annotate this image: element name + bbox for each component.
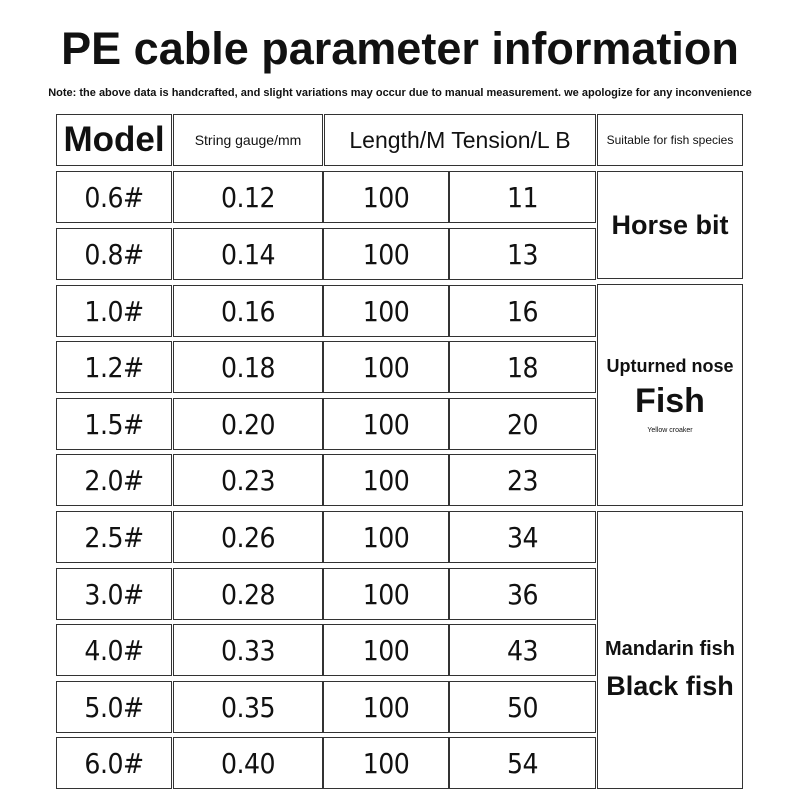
cell-length: 100: [323, 511, 449, 563]
header-model: Model: [56, 114, 172, 166]
cell-tension: 11: [449, 171, 596, 223]
cell-gauge: 0.14: [173, 228, 323, 280]
cell-gauge: 0.35: [173, 681, 323, 733]
cell-model: 0.8#: [56, 228, 172, 280]
cell-length: 100: [323, 228, 449, 280]
cell-tension: 34: [449, 511, 596, 563]
cell-model: 3.0#: [56, 568, 172, 620]
cell-gauge: 0.33: [173, 624, 323, 676]
cell-length: 100: [323, 341, 449, 393]
cell-model: 6.0#: [56, 737, 172, 789]
cell-gauge: 0.20: [173, 398, 323, 450]
cell-tension: 23: [449, 454, 596, 506]
measurement-note: Note: the above data is handcrafted, and slight variations may occur due to manual measurement. we apologize for any inconvenience: [48, 87, 752, 99]
cell-model: 1.2#: [56, 341, 172, 393]
species-label: Black fish: [606, 671, 734, 701]
cell-model: 4.0#: [56, 624, 172, 676]
cell-gauge: 0.26: [173, 511, 323, 563]
cell-length: 100: [323, 285, 449, 337]
cell-tension: 13: [449, 228, 596, 280]
page-title: PE cable parameter information: [61, 23, 739, 74]
cell-tension: 43: [449, 624, 596, 676]
cell-length: 100: [323, 454, 449, 506]
cell-model: 2.0#: [56, 454, 172, 506]
cell-tension: 36: [449, 568, 596, 620]
species-label: Mandarin fish: [604, 638, 735, 660]
cell-tension: 20: [449, 398, 596, 450]
cell-gauge: 0.16: [173, 285, 323, 337]
cell-model: 0.6#: [56, 171, 172, 223]
cell-gauge: 0.28: [173, 568, 323, 620]
cell-tension: 50: [449, 681, 596, 733]
cell-model: 1.0#: [56, 285, 172, 337]
cell-tension: 54: [449, 737, 596, 789]
cell-length: 100: [323, 737, 449, 789]
cell-model: 5.0#: [56, 681, 172, 733]
header-length-tension: Length/M Tension/L B: [324, 114, 596, 166]
cell-model: 1.5#: [56, 398, 172, 450]
cell-tension: 16: [449, 285, 596, 337]
cell-gauge: 0.18: [173, 341, 323, 393]
header-string-gauge: String gauge/mm: [173, 114, 323, 166]
cell-gauge: 0.12: [173, 171, 323, 223]
cell-length: 100: [323, 568, 449, 620]
species-label: Upturned nose: [606, 356, 734, 376]
species-sub-label: Yellow croaker: [647, 427, 693, 434]
cell-length: 100: [323, 398, 449, 450]
species-group-upturned-nose: [597, 284, 743, 506]
cell-length: 100: [323, 624, 449, 676]
species-label: Horse bit: [611, 209, 729, 240]
cell-length: 100: [323, 171, 449, 223]
cell-gauge: 0.40: [173, 737, 323, 789]
species-group-mandarin-black: [597, 511, 743, 789]
cell-gauge: 0.23: [173, 454, 323, 506]
species-group-horse-bit: [597, 171, 743, 279]
cell-model: 2.5#: [56, 511, 172, 563]
header-suitable-species: Suitable for fish species: [597, 114, 743, 166]
cell-tension: 18: [449, 341, 596, 393]
species-label: Fish: [635, 382, 705, 420]
cell-length: 100: [323, 681, 449, 733]
